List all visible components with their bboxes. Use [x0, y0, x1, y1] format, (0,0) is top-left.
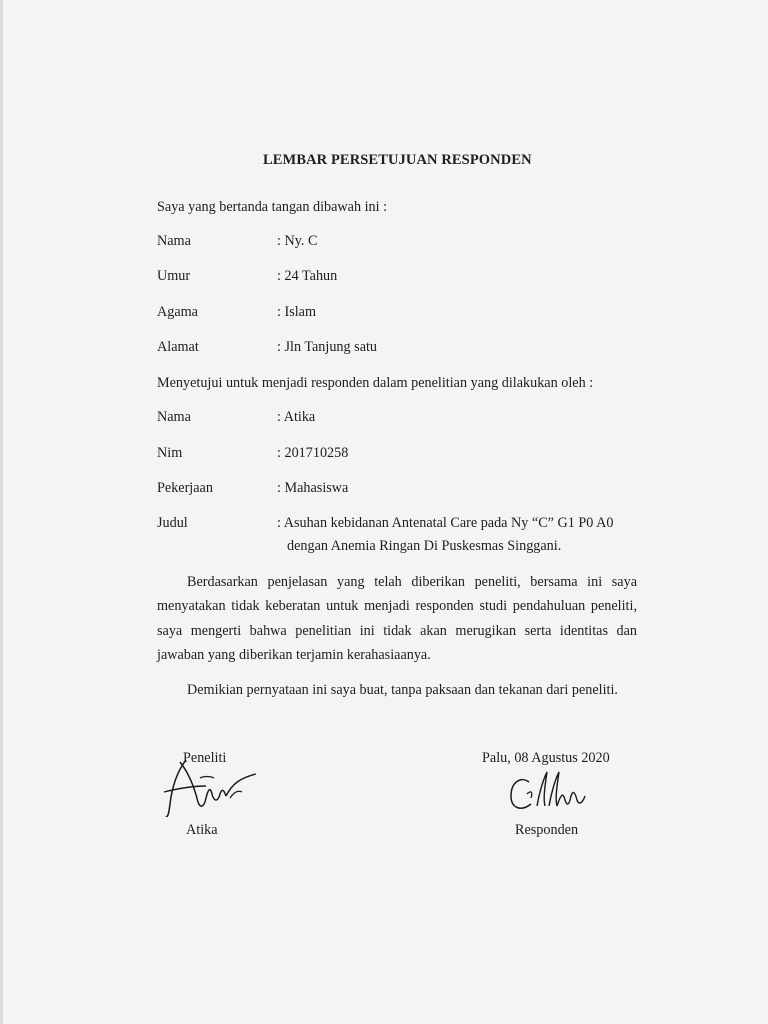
researcher-job-label: Pekerjaan	[157, 480, 213, 496]
respondent-name-label: Nama	[157, 233, 191, 249]
statement-paragraph: Berdasarkan penjelasan yang telah diberikan peneliti, bersama ini saya menyatakan tidak keberatan untuk menjadi responden studi pendahuluan peneliti, saya mengerti bahwa penelitian ini tidak akan merugikan serta identitas dan jawaban yang diberikan terjamin kerahasiaanya.	[157, 574, 637, 663]
respondent-role-label: Responden	[515, 822, 579, 838]
closing-paragraph: Demikian pernyataan ini saya buat, tanpa paksaan dan tekanan dari peneliti.	[187, 682, 618, 698]
researcher-name-label: Nama	[157, 409, 191, 425]
researcher-nim-value: : 201710258	[277, 445, 349, 461]
scan-edge	[0, 0, 3, 1024]
intro-text: Saya yang bertanda tangan dibawah ini :	[157, 199, 388, 215]
place-date: Palu, 08 Agustus 2020	[482, 750, 610, 766]
researcher-title-label: Judul	[157, 515, 188, 531]
respondent-address-label: Alamat	[157, 339, 199, 355]
respondent-age-value: : 24 Tahun	[277, 268, 338, 284]
researcher-name-signature: Atika	[186, 822, 218, 838]
agree-line: Menyetujui untuk menjadi responden dalam penelitian yang dilakukan oleh :	[157, 375, 594, 391]
researcher-nim-label: Nim	[157, 445, 183, 461]
respondent-name-value: : Ny. C	[277, 233, 318, 249]
researcher-job-value: : Mahasiswa	[277, 480, 349, 496]
respondent-religion-label: Agama	[157, 304, 198, 320]
respondent-age-label: Umur	[157, 268, 191, 284]
document-title: LEMBAR PERSETUJUAN RESPONDEN	[263, 152, 532, 168]
researcher-title-value: : Asuhan kebidanan Antenatal Care pada Ny “C” G1 P0 A0	[277, 515, 614, 531]
researcher-title-value-line2: dengan Anemia Ringan Di Puskesmas Singgani.	[287, 538, 562, 554]
researcher-signature-icon	[160, 752, 265, 822]
researcher-role-label: Peneliti	[183, 750, 227, 766]
respondent-religion-value: : Islam	[277, 304, 317, 320]
researcher-name-value: : Atika	[277, 409, 316, 425]
respondent-signature-icon	[505, 768, 590, 820]
respondent-address-value: : Jln Tanjung satu	[277, 339, 378, 355]
